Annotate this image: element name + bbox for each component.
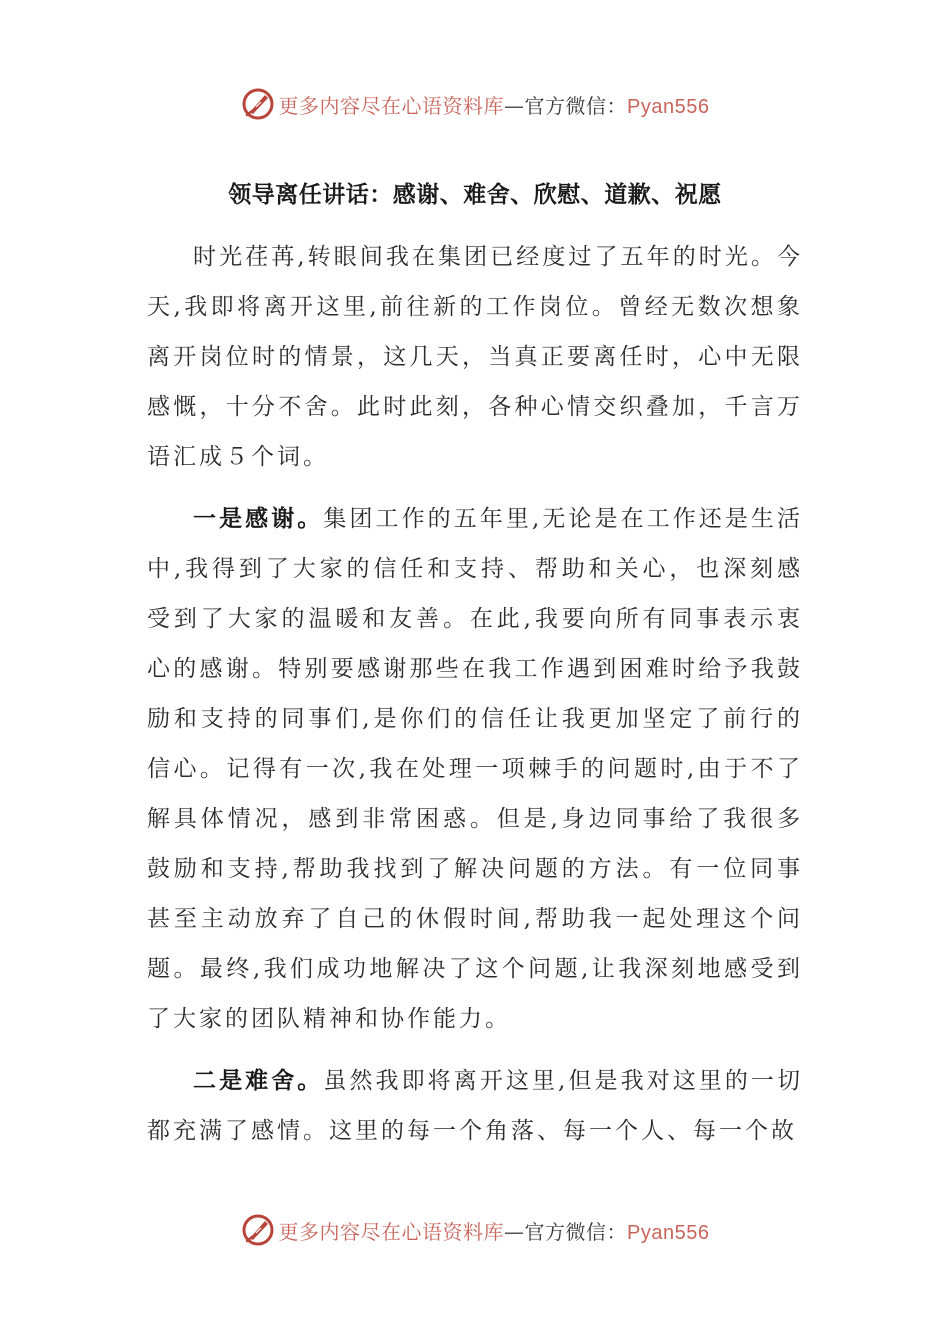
footer-banner [0, 1210, 950, 1250]
banner-wechat-label: 官方微信： [524, 93, 628, 118]
paragraph [147, 232, 803, 482]
paragraph-text: 时光荏苒,转眼间我在集团已经度过了五年的时光。今天,我即将离开这里,前往新的工作岗位。曾经无数次想象离开岗位时的情景，这几天，当真正要离任时，心中无限感慨，十分不舍。此时此刻，各种心情交织叠加，千言万语汇成５个词。 [147, 244, 803, 470]
banner-main-text: 更多内容尽在心语资料库 [278, 1219, 505, 1244]
paragraph-text: 虽然我即将离开这里,但是我对这里的一切都充满了感情。这里的每一个角落、每一个人、每一个故 [147, 1068, 804, 1144]
quill-logo-icon [241, 87, 275, 121]
banner-text [279, 90, 710, 119]
paragraph-lead: 二是难舍。 [193, 1067, 324, 1094]
paragraph [147, 494, 803, 1044]
banner-wechat-label: 官方微信： [524, 1219, 628, 1244]
document-title: 领导离任讲话：感谢、难舍、欣慰、道歉、祝愿 [228, 181, 722, 208]
banner-dash: — [504, 1219, 525, 1244]
paragraph-lead: 一是感谢。 [193, 505, 324, 532]
header-banner [0, 84, 950, 124]
paragraph [147, 1056, 803, 1156]
document-body [147, 232, 803, 1168]
banner-wechat-id: Pyan556 [627, 95, 710, 118]
banner-wechat-id: Pyan556 [627, 1221, 710, 1244]
banner-text [279, 1216, 710, 1245]
quill-logo-icon [241, 1213, 275, 1247]
paragraph-text: 集团工作的五年里,无论是在工作还是生活中,我得到了大家的信任和支持、帮助和关心，也深刻感受到了大家的温暖和友善。在此,我要向所有同事表示衷心的感谢。特别要感谢那些在我工作遇到困难时给予我鼓励和支持的同事们,是你们的信任让我更加坚定了前行的信心。记得有一次,我在处理一项棘手的问题时,由于不了解具体情况，感到非常困惑。但是,身边同事给了我很多鼓励和支持,帮助我找到了解决问题的方法。有一位同事甚至主动放弃了自己的休假时间,帮助我一起处理这个问题。最终,我们成功地解决了这个问题,让我深刻地感受到了大家的团队精神和协作能力。 [147, 506, 804, 1032]
banner-main-text: 更多内容尽在心语资料库 [278, 93, 505, 118]
banner-dash: — [504, 93, 525, 118]
